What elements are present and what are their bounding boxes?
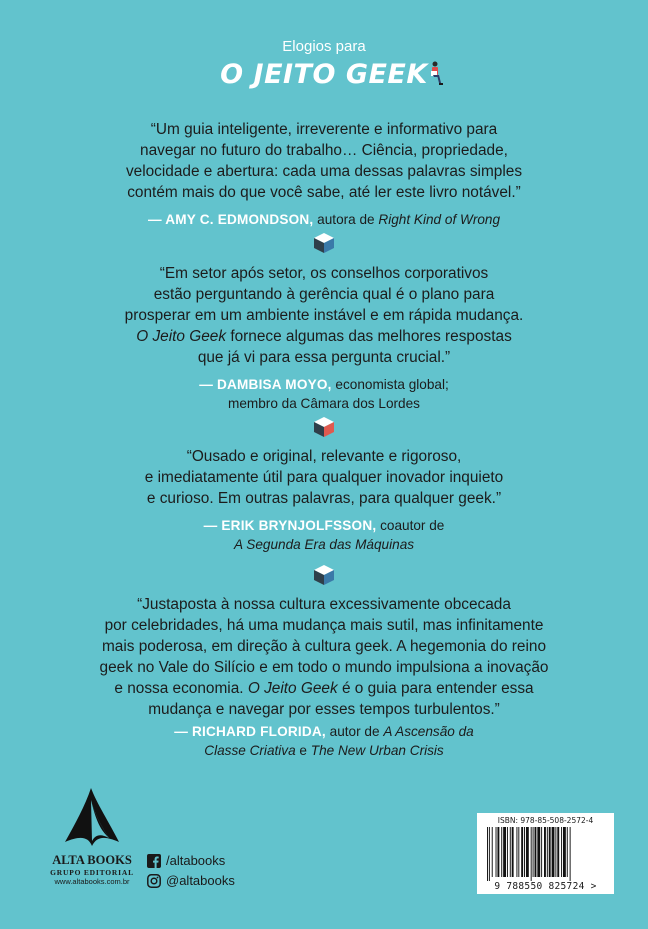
quote-text: [0, 446, 648, 509]
isbn-label: ISBN: 978-85-508-2572-4: [497, 816, 594, 825]
quote-line: navegar no futuro do trabalho… Ciência, propriedade,: [140, 142, 508, 159]
instagram-icon: [147, 874, 161, 888]
quote-line: prosperar em um ambiente instável e em rápida mudança.: [124, 307, 524, 324]
barcode-bar: [492, 827, 493, 877]
barcode-bar: [567, 827, 568, 877]
facebook-handle: [147, 853, 225, 868]
barcode-bar: [496, 827, 497, 877]
quote-line: e imediatamente útil para qualquer inovador inquieto: [144, 469, 504, 486]
instagram-handle: [147, 873, 235, 888]
quote-line: velocidade e abertura: cada uma dessas palavras simples: [125, 163, 523, 180]
barcode-bar: [555, 827, 556, 877]
barcode-bar: [544, 827, 546, 877]
publisher-name: ALTA BOOKS: [52, 853, 132, 867]
barcode-bar: [552, 827, 555, 877]
book-title-inline: O Jeito Geek: [136, 328, 227, 345]
barcode-bar: [510, 827, 511, 877]
quote-line: mudança e navegar por esses tempos turbulentos.”: [148, 701, 500, 718]
barcode-bar: [501, 827, 502, 877]
quote-line: e curioso. Em outras palavras, para qualquer geek.”: [146, 490, 502, 507]
facebook-handle-text: /altabooks: [166, 853, 226, 868]
barcode-digits: 9 788550 825724 >: [494, 881, 597, 892]
barcode-bar: [570, 827, 571, 881]
quote-line: “Um guia inteligente, irreverente e informativo para: [150, 121, 498, 138]
barcode-bar: [512, 827, 514, 877]
quote-line: [0, 678, 648, 699]
quote-line: que já vi para essa pergunta crucial.”: [197, 349, 451, 366]
barcode-bar: [489, 827, 490, 881]
header-eyebrow: Elogios para: [282, 38, 366, 55]
barcode-bar: [518, 827, 519, 877]
conjunction: e: [295, 743, 311, 758]
author-name: — RICHARD FLORIDA,: [174, 724, 326, 739]
attribution: [0, 516, 648, 554]
barcode-bar: [524, 827, 525, 877]
barcode-bars: [487, 827, 604, 881]
quote-text: [0, 594, 648, 720]
book-reference: A Segunda Era das Máquinas: [233, 537, 415, 552]
barcode-bar: [537, 827, 540, 877]
book-header: [0, 38, 648, 90]
barcode-bar: [503, 827, 506, 877]
author-role: economista global;: [331, 377, 449, 392]
quote-line: por celebridades, há uma mudança mais sutil, mas infinitamente: [104, 617, 544, 634]
quote-text: [0, 119, 648, 203]
attribution: [0, 722, 648, 760]
book-title-inline: O Jeito Geek: [247, 680, 338, 697]
barcode-bar: [547, 827, 548, 877]
attribution: [0, 210, 648, 229]
cube-divider-icon: [313, 416, 335, 438]
quote-block-2: [0, 263, 648, 413]
author-name: — ERIK BRYNJOLFSSON,: [203, 518, 377, 533]
barcode-bar: [533, 827, 534, 877]
book-reference: A Ascensão da: [383, 724, 474, 739]
sitting-geek-icon: [428, 61, 444, 87]
quote-line-rest: fornece algumas das melhores respostas: [226, 328, 512, 345]
barcode-bar: [549, 827, 551, 877]
quote-line-rest: é o guia para entender essa: [337, 680, 534, 697]
facebook-icon: [147, 854, 161, 868]
author-role: autor de: [325, 724, 384, 739]
quote-line: geek no Vale do Silício e em todo o mundo impulsiona a inovação: [99, 659, 549, 676]
attribution: [0, 375, 648, 413]
cube-divider-icon: [313, 232, 335, 254]
quote-block-3: [0, 446, 648, 554]
author-name: — DAMBISA MOYO,: [199, 377, 332, 392]
quote-text: [0, 263, 648, 368]
quote-line: [0, 326, 648, 347]
quote-line-start: e nossa economia.: [114, 680, 248, 697]
barcode-bar: [497, 827, 499, 877]
barcode-bar: [521, 827, 523, 877]
author-role-line2: membro da Câmara dos Lordes: [228, 396, 420, 411]
publisher-website: www.altabooks.com.br: [54, 877, 130, 886]
barcode-bar: [487, 827, 488, 881]
quote-line: “Em setor após setor, os conselhos corporativos: [159, 265, 489, 282]
publisher-logo: [44, 786, 140, 886]
book-title: O JEITO GEEK: [220, 59, 428, 90]
barcode-bar: [563, 827, 566, 877]
quote-line: estão perguntando à gerência qual é o plano para: [153, 286, 495, 303]
book-reference: Classe Criativa: [204, 743, 296, 758]
barcode-bar: [531, 827, 532, 881]
publisher-subtitle: GRUPO EDITORIAL: [50, 868, 134, 877]
author-role: autora de: [313, 212, 379, 227]
author-role: coautor de: [376, 518, 445, 533]
barcode-bar: [507, 827, 508, 877]
book-reference: The New Urban Crisis: [310, 743, 444, 758]
alta-books-sail-icon: [61, 786, 123, 848]
barcode-bar: [526, 827, 529, 877]
barcode-bar: [535, 827, 537, 877]
quote-line: contém mais do que você sabe, até ler este livro notável.”: [127, 184, 521, 201]
cube-divider-icon: [313, 564, 335, 586]
quote-line: “Justaposta à nossa cultura excessivamente obcecada: [137, 596, 511, 613]
instagram-handle-text: @altabooks: [166, 873, 235, 888]
author-name: — AMY C. EDMONDSON,: [147, 212, 314, 227]
barcode-bar: [516, 827, 517, 877]
book-reference: Right Kind of Wrong: [378, 212, 501, 227]
quote-block-1: [0, 119, 648, 229]
isbn-barcode: [477, 813, 614, 894]
title-row: [220, 59, 428, 90]
barcode-bar: [561, 827, 562, 877]
barcode-bar: [541, 827, 542, 877]
quote-line: mais poderosa, em direção à cultura geek. A hegemonia do reino: [101, 638, 547, 655]
quote-block-4: [0, 594, 648, 760]
barcode-bar: [557, 827, 559, 877]
quote-line: “Ousado e original, relevante e rigoroso,: [186, 448, 462, 465]
